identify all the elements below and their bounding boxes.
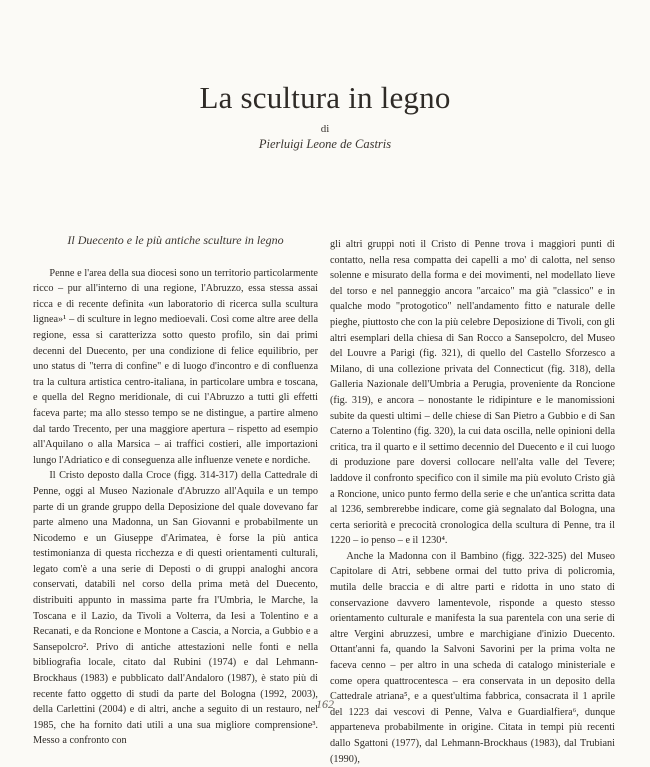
- page-number: 162: [316, 697, 334, 711]
- paragraph: Penne e l'area della sua diocesi sono un territorio particolarmente ricco – pur all'interno di una regione, l'Abruzzo, essa stessa assai ricca e di recente definita «un laboratorio di ricerca sulla scultura lignea»¹ – di sculture in legno medioevali. Così come altre aree della regione, essa si caratterizza sotto questo profilo, sin dai primi decenni del Duecento, per una condizione di felice equilibrio, per uno status di "terra di confine" e di luogo d'incontro e di confluenza tra la cultura artistica centro-italiana, in particolare umbra e toscana, e quella del Regno meridionale, di cui l'Abruzzo a tutti gli effetti faceva parte; ma allo stesso tempo se ne distingue, a partire almeno dal tardo Trecento, per una maggiore apertura – rispetto ad esempio all'Aquilano o alla Marsica – ai traffici costieri, alle importazioni lungo l'Adriatico e di conseguenza alle influenze venete e nordiche.: [33, 267, 318, 466]
- paragraph: Il Cristo deposto dalla Croce (figg. 314-317) della Cattedrale di Penne, oggi al Museo Nazionale d'Abruzzo all'Aquila e un tempo parte di un grande gruppo della Deposizione del quale dovevano far parte almeno una Madonna, un San Giovanni e probabilmente un Nicodemo e un Giuseppe d'Arimatea, è forse la più antica testimonianza di questa ricchezza e di questi orientamenti culturali, legato com'è a una serie di Deposti o di gruppi analoghi ancora conservati, databili nel corso della prima metà del Duecento, distribuiti appunto in massima parte fra l'Umbria, le Marche, la Toscana e il Lazio, da Tivoli a Volterra, da Iesi a Tolentino e a Recanati, e da Roncione e Montone a Cascia, a Norcia, a Gubbio e a Sansepolcro². Privo di antiche attestazioni nelle fonti e nella bibliografia locale, citato dal Rubini (1974) e dal Lehmann-Brockhaus (1983) e pubblicato dall'Andaloro (1987), è stato più di recente fatto oggetto di studi da parte del Bologna (1992, 2003), della Carlettini (2004) e di altri, anche a seguito di un restauro, nel 1985, che ha fornito dati utili a una sua migliore comprensione³. Messo a confronto con: [33, 470, 318, 747]
- article-title: La scultura in legno: [199, 80, 451, 115]
- paragraph: Anche la Madonna con il Bambino (figg. 322-325) del Museo Capitolare di Atri, sebbene ormai del tutto priva di policromia, mutila delle braccia e di altre parti e ridotta in uno stato di conservazione davvero lamentevole, risponde a questo stesso orientamento culturale e manifesta la sua parentela con una serie di altre Vergini abruzzesi, umbre e marchigiane d'inizio Duecento. Ottant'anni fa, quando la Salvoni Savorini per la prima volta ne faceva cenno – per altro in una scheda di catalogo ministeriale e come opera quattrocentesca – era conservata in un deposito della Cattedrale atriana⁵, e a quest'ultima fabbrica, consacrata il 1 aprile del 1223 dai vescovi di Penne, Valva e Guardialfiera⁶, dunque apparteneva probabilmente in origine. Citata in tempi più recenti dallo Sgattoni (1977), dal Lehmann-Brockhaus (1983), dal Trubiani (1990),: [330, 550, 615, 765]
- right-column: [330, 237, 615, 767]
- byline-di: di: [320, 123, 330, 135]
- left-column: [33, 233, 318, 749]
- paragraph: gli altri gruppi noti il Cristo di Penne trova i maggiori punti di contatto, nella resa compatta dei capelli a mo' di calotta, nel senso solenne e misurato della forma e dei movimenti, nel modellato lieve del torso e nel panneggio ancora "arcaico" ma già "classico" e in qualche modo "protogotico" nell'andamento fitto e naturale delle pieghe, piuttosto che con la più celebre Deposizione di Tivoli, con gli altri esemplari della chiesa di San Rocco a Sansepolcro, del Museo del Louvre a Parigi (fig. 321), di quello del Castello Sforzesco a Milano, di una collezione privata del Connecticut (fig. 318), della Galleria Nazionale dell'Umbria a Perugia, proveniente da Roncione (fig. 319), e ancora – nonostante le ridipinture e le manomissioni subite da questi ultimi – delle chiese di San Pietro a Gubbio e di San Caterno a Tolentino (fig. 320), la cui data oscilla, nelle opinioni della critica, tra il quarto e il settimo decennio del Duecento e il cui luogo di produzione pare doversi collocare nell'alta valle del Tevere; laddove il confronto specifico con il simile ma più evoluto Cristo già a Roncione, unico punto fermo della serie e che un'antica scritta data al 1236, sembrerebbe indicare, come già segnalato dal Bologna, una certa seriorità e precocità cronologica della scultura di Penne, tra il 1220 – io penso – e il 1230⁴.: [330, 239, 615, 547]
- author-name: Pierluigi Leone de Castris: [258, 137, 392, 151]
- section-heading: Il Duecento e le più antiche sculture in legno: [67, 233, 284, 247]
